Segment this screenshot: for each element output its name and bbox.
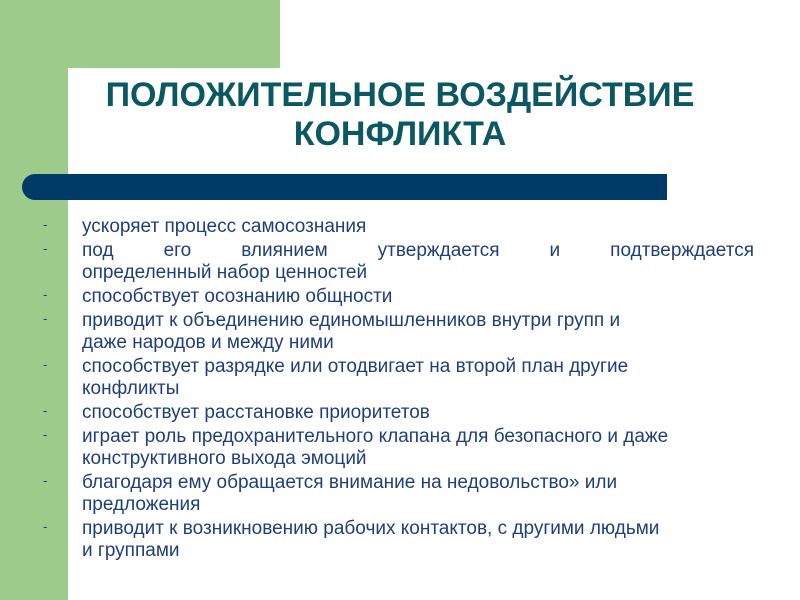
list-item: [0, 310, 754, 354]
divider-bar: [22, 174, 667, 200]
list-item-line-2: конструктивного выхода эмоций: [82, 448, 367, 469]
list-item-line-1: способствует разрядке или отодвигает на второй план другие: [82, 356, 629, 377]
title-line-1: ПОЛОЖИТЕЛЬНОЕ ВОЗДЕЙСТВИЕ: [105, 76, 695, 114]
list-item-line-1: приводит к возникновению рабочих контактов, с другими людьми: [82, 518, 660, 539]
list-item-line-1: под его влиянием утверждается и подтверждается: [82, 240, 754, 261]
list-item: [0, 286, 754, 308]
bullet-marker: -: [43, 473, 48, 488]
list-item: [0, 518, 754, 562]
list-item: [0, 402, 754, 424]
list-item-line-2: определенный набор ценностей: [82, 262, 368, 283]
bullet-marker: -: [43, 217, 48, 232]
list-item-text: способствует осознанию общности: [82, 286, 393, 307]
green-top-panel: [68, 0, 280, 68]
list-item-line-2: даже народов и между ними: [82, 332, 334, 353]
list-item: [0, 426, 754, 470]
list-item-line-2: конфликты: [82, 378, 180, 399]
slide-title: [80, 76, 720, 154]
list-item-line-1: приводит к объединению единомышленников внутри групп и: [82, 310, 621, 331]
bullet-marker: -: [43, 241, 48, 256]
list-item-line-1: благодаря ему обращается внимание на недовольство» или: [82, 472, 618, 493]
list-item-text: способствует расстановке приоритетов: [82, 402, 430, 423]
list-item: [0, 472, 754, 516]
bullet-marker: -: [43, 357, 48, 372]
bullet-marker: -: [43, 311, 48, 326]
title-line-2: КОНФЛИКТА: [293, 115, 507, 153]
list-item-text: ускоряет процесс самосознания: [82, 216, 367, 237]
list-item: [0, 240, 754, 284]
bullet-marker: -: [43, 427, 48, 442]
bullet-marker: -: [43, 287, 48, 302]
list-item: [0, 356, 754, 400]
bullet-list: [0, 216, 800, 564]
list-item-line-2: предложения: [82, 494, 201, 515]
list-item-line-2: и группами: [82, 540, 180, 561]
list-item: [0, 216, 754, 238]
bullet-marker: -: [43, 403, 48, 418]
bullet-marker: -: [43, 519, 48, 534]
list-item-line-1: играет роль предохранительного клапана для безопасного и даже: [82, 426, 669, 447]
